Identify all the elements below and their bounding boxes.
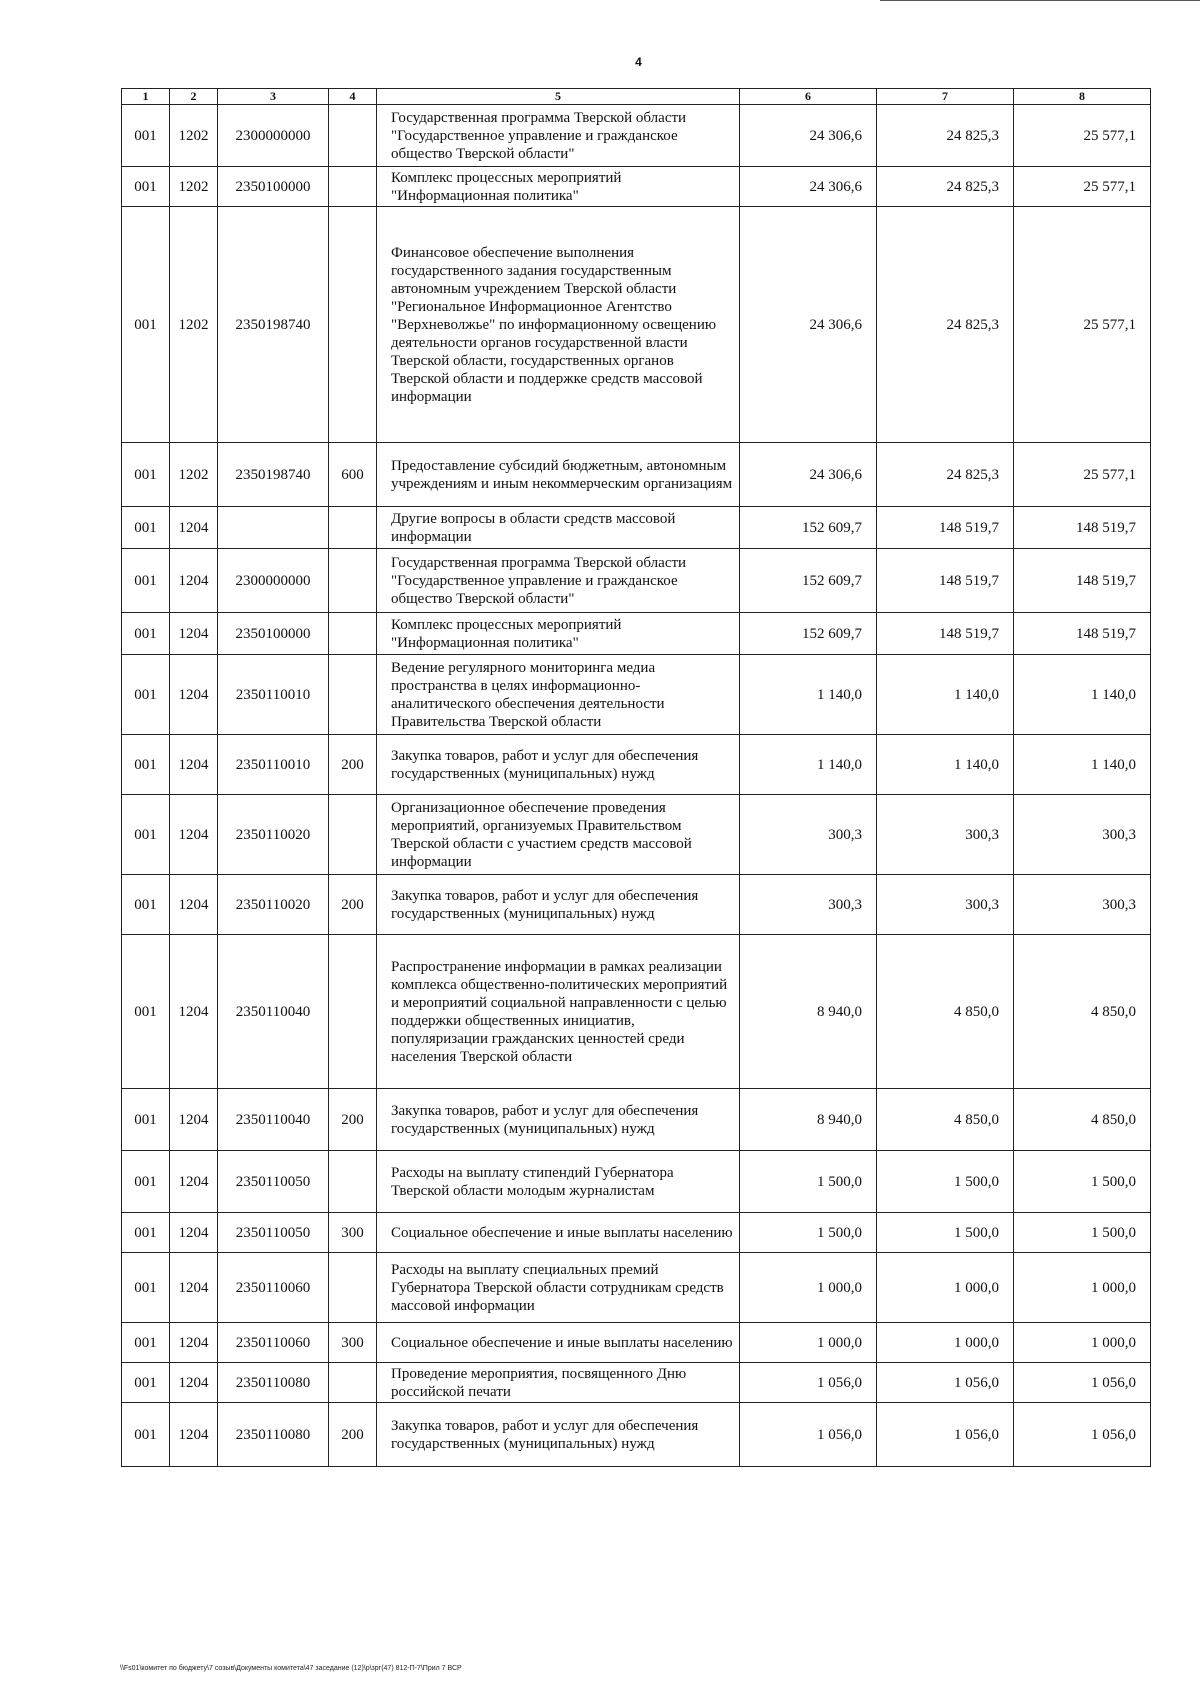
cell-amount-col7: 1 000,0 xyxy=(877,1253,1014,1323)
cell-amount-col6: 152 609,7 xyxy=(740,507,877,549)
cell-amount-col7: 4 850,0 xyxy=(877,935,1014,1089)
cell-amount-col6: 1 000,0 xyxy=(740,1253,877,1323)
cell-item-name: Закупка товаров, работ и услуг для обеспечения государственных (муниципальных) нужд xyxy=(377,1089,740,1151)
table-row xyxy=(122,875,1151,935)
cell-amount-col8: 148 519,7 xyxy=(1014,613,1151,655)
cell-amount-col8: 148 519,7 xyxy=(1014,549,1151,613)
cell-amount-col7: 24 825,3 xyxy=(877,105,1014,167)
cell-amount-col6: 24 306,6 xyxy=(740,207,877,443)
cell-ministry-code: 001 xyxy=(122,655,170,735)
header-cell: 4 xyxy=(329,89,377,105)
cell-amount-col7: 1 056,0 xyxy=(877,1403,1014,1467)
cell-expense-type xyxy=(329,207,377,443)
cell-target-article: 2350110050 xyxy=(218,1213,329,1253)
cell-amount-col6: 8 940,0 xyxy=(740,935,877,1089)
cell-target-article: 2350110060 xyxy=(218,1253,329,1323)
cell-section-code: 1202 xyxy=(170,167,218,207)
cell-expense-type xyxy=(329,935,377,1089)
cell-item-name: Распространение информации в рамках реализации комплекса общественно-политических мероприятий и мероприятий социальной направленности с целью поддержки общественных инициатив, популяризации гражданских ценностей среди населения Тверской области xyxy=(377,935,740,1089)
cell-expense-type: 200 xyxy=(329,875,377,935)
table-row xyxy=(122,1323,1151,1363)
cell-amount-col7: 1 140,0 xyxy=(877,735,1014,795)
cell-amount-col8: 300,3 xyxy=(1014,795,1151,875)
cell-amount-col8: 4 850,0 xyxy=(1014,1089,1151,1151)
cell-amount-col7: 1 000,0 xyxy=(877,1323,1014,1363)
cell-ministry-code: 001 xyxy=(122,735,170,795)
cell-amount-col6: 300,3 xyxy=(740,875,877,935)
cell-item-name: Предоставление субсидий бюджетным, автономным учреждениям и иным некоммерческим организациям xyxy=(377,443,740,507)
cell-ministry-code: 001 xyxy=(122,1363,170,1403)
cell-item-name: Государственная программа Тверской области "Государственное управление и гражданское общество Тверской области" xyxy=(377,105,740,167)
header-cell: 8 xyxy=(1014,89,1151,105)
cell-section-code: 1204 xyxy=(170,1213,218,1253)
cell-section-code: 1204 xyxy=(170,1151,218,1213)
budget-table xyxy=(121,88,1151,1467)
cell-amount-col6: 300,3 xyxy=(740,795,877,875)
cell-expense-type: 600 xyxy=(329,443,377,507)
cell-item-name: Социальное обеспечение и иные выплаты населению xyxy=(377,1323,740,1363)
page-number: 4 xyxy=(635,55,642,69)
cell-amount-col7: 148 519,7 xyxy=(877,613,1014,655)
header-cell: 1 xyxy=(122,89,170,105)
cell-target-article: 2350110040 xyxy=(218,1089,329,1151)
table-row xyxy=(122,655,1151,735)
cell-target-article: 2350110050 xyxy=(218,1151,329,1213)
cell-target-article: 2350110080 xyxy=(218,1363,329,1403)
cell-target-article: 2350198740 xyxy=(218,207,329,443)
cell-amount-col6: 1 500,0 xyxy=(740,1151,877,1213)
cell-ministry-code: 001 xyxy=(122,1213,170,1253)
cell-amount-col7: 24 825,3 xyxy=(877,207,1014,443)
cell-amount-col8: 25 577,1 xyxy=(1014,167,1151,207)
cell-item-name: Ведение регулярного мониторинга медиа пространства в целях информационно-аналитического обеспечения деятельности Правительства Тверской области xyxy=(377,655,740,735)
cell-target-article: 2350110010 xyxy=(218,735,329,795)
cell-item-name: Организационное обеспечение проведения мероприятий, организуемых Правительством Тверской области с участием средств массовой информации xyxy=(377,795,740,875)
table-row xyxy=(122,443,1151,507)
table-row xyxy=(122,1151,1151,1213)
cell-amount-col8: 148 519,7 xyxy=(1014,507,1151,549)
cell-section-code: 1204 xyxy=(170,935,218,1089)
cell-section-code: 1202 xyxy=(170,105,218,167)
cell-ministry-code: 001 xyxy=(122,875,170,935)
table-row xyxy=(122,935,1151,1089)
cell-target-article: 2300000000 xyxy=(218,105,329,167)
cell-amount-col8: 1 056,0 xyxy=(1014,1363,1151,1403)
cell-expense-type: 200 xyxy=(329,735,377,795)
table-row xyxy=(122,1213,1151,1253)
cell-amount-col7: 1 056,0 xyxy=(877,1363,1014,1403)
cell-amount-col8: 1 056,0 xyxy=(1014,1403,1151,1467)
cell-ministry-code: 001 xyxy=(122,795,170,875)
cell-amount-col6: 24 306,6 xyxy=(740,443,877,507)
cell-amount-col7: 4 850,0 xyxy=(877,1089,1014,1151)
cell-section-code: 1204 xyxy=(170,1089,218,1151)
cell-amount-col6: 1 056,0 xyxy=(740,1403,877,1467)
cell-amount-col8: 25 577,1 xyxy=(1014,105,1151,167)
cell-item-name: Расходы на выплату специальных премий Губернатора Тверской области сотрудникам средств массовой информации xyxy=(377,1253,740,1323)
cell-amount-col6: 1 056,0 xyxy=(740,1363,877,1403)
cell-expense-type: 200 xyxy=(329,1403,377,1467)
table-row xyxy=(122,735,1151,795)
cell-section-code: 1204 xyxy=(170,613,218,655)
cell-section-code: 1204 xyxy=(170,655,218,735)
cell-amount-col8: 1 500,0 xyxy=(1014,1213,1151,1253)
cell-amount-col7: 24 825,3 xyxy=(877,443,1014,507)
cell-amount-col8: 1 000,0 xyxy=(1014,1253,1151,1323)
cell-ministry-code: 001 xyxy=(122,507,170,549)
header-cell: 3 xyxy=(218,89,329,105)
header-cell: 6 xyxy=(740,89,877,105)
cell-item-name: Социальное обеспечение и иные выплаты населению xyxy=(377,1213,740,1253)
cell-amount-col8: 1 140,0 xyxy=(1014,655,1151,735)
cell-item-name: Финансовое обеспечение выполнения государственного задания государственным автономным учреждением Тверской области "Региональное Информационное Агентство "Верхневолжье" по информационному освещению деятельности органов государственной власти Тверской области, государственных органов Тверской области и поддержке средств массовой информации xyxy=(377,207,740,443)
cell-amount-col8: 1 140,0 xyxy=(1014,735,1151,795)
cell-ministry-code: 001 xyxy=(122,549,170,613)
cell-item-name: Расходы на выплату стипендий Губернатора Тверской области молодым журналистам xyxy=(377,1151,740,1213)
cell-amount-col8: 1 000,0 xyxy=(1014,1323,1151,1363)
cell-amount-col8: 25 577,1 xyxy=(1014,443,1151,507)
cell-ministry-code: 001 xyxy=(122,443,170,507)
cell-target-article: 2350110010 xyxy=(218,655,329,735)
cell-section-code: 1202 xyxy=(170,443,218,507)
cell-amount-col8: 1 500,0 xyxy=(1014,1151,1151,1213)
table-row xyxy=(122,207,1151,443)
table-row xyxy=(122,1403,1151,1467)
cell-target-article: 2350110080 xyxy=(218,1403,329,1467)
cell-target-article: 2350110060 xyxy=(218,1323,329,1363)
cell-target-article: 2300000000 xyxy=(218,549,329,613)
cell-target-article xyxy=(218,507,329,549)
cell-target-article: 2350110020 xyxy=(218,875,329,935)
cell-amount-col8: 300,3 xyxy=(1014,875,1151,935)
cell-section-code: 1204 xyxy=(170,507,218,549)
cell-ministry-code: 001 xyxy=(122,1089,170,1151)
cell-amount-col6: 1 000,0 xyxy=(740,1323,877,1363)
header-cell: 2 xyxy=(170,89,218,105)
cell-section-code: 1204 xyxy=(170,1403,218,1467)
cell-expense-type: 300 xyxy=(329,1213,377,1253)
cell-target-article: 2350100000 xyxy=(218,167,329,207)
cell-section-code: 1204 xyxy=(170,795,218,875)
table-row xyxy=(122,613,1151,655)
cell-amount-col6: 8 940,0 xyxy=(740,1089,877,1151)
cell-amount-col7: 1 500,0 xyxy=(877,1151,1014,1213)
cell-amount-col7: 300,3 xyxy=(877,795,1014,875)
cell-ministry-code: 001 xyxy=(122,1151,170,1213)
cell-expense-type: 300 xyxy=(329,1323,377,1363)
cell-amount-col6: 1 140,0 xyxy=(740,655,877,735)
cell-section-code: 1204 xyxy=(170,735,218,795)
cell-item-name: Закупка товаров, работ и услуг для обеспечения государственных (муниципальных) нужд xyxy=(377,875,740,935)
table-row xyxy=(122,549,1151,613)
cell-ministry-code: 001 xyxy=(122,167,170,207)
cell-target-article: 2350100000 xyxy=(218,613,329,655)
cell-section-code: 1202 xyxy=(170,207,218,443)
cell-expense-type xyxy=(329,795,377,875)
cell-expense-type xyxy=(329,105,377,167)
cell-expense-type: 200 xyxy=(329,1089,377,1151)
cell-amount-col7: 148 519,7 xyxy=(877,507,1014,549)
table-row xyxy=(122,1253,1151,1323)
cell-expense-type xyxy=(329,549,377,613)
cell-section-code: 1204 xyxy=(170,1253,218,1323)
cell-target-article: 2350110020 xyxy=(218,795,329,875)
table-row xyxy=(122,507,1151,549)
top-edge-rule xyxy=(880,0,1200,1)
cell-amount-col7: 300,3 xyxy=(877,875,1014,935)
cell-ministry-code: 001 xyxy=(122,1253,170,1323)
cell-item-name: Комплекс процессных мероприятий "Информационная политика" xyxy=(377,167,740,207)
cell-ministry-code: 001 xyxy=(122,1403,170,1467)
cell-amount-col7: 24 825,3 xyxy=(877,167,1014,207)
cell-section-code: 1204 xyxy=(170,875,218,935)
cell-expense-type xyxy=(329,1151,377,1213)
cell-amount-col6: 24 306,6 xyxy=(740,167,877,207)
header-row xyxy=(122,89,1151,105)
cell-ministry-code: 001 xyxy=(122,935,170,1089)
cell-target-article: 2350110040 xyxy=(218,935,329,1089)
cell-expense-type xyxy=(329,655,377,735)
cell-amount-col6: 1 500,0 xyxy=(740,1213,877,1253)
cell-amount-col8: 4 850,0 xyxy=(1014,935,1151,1089)
cell-amount-col7: 1 500,0 xyxy=(877,1213,1014,1253)
cell-expense-type xyxy=(329,1363,377,1403)
cell-ministry-code: 001 xyxy=(122,105,170,167)
footer-file-path: \\Fs01\комитет по бюджету\7 созыв\Документы комитета\47 заседание (12)\р\зрг(47) 812-П-7\Прил 7 ВСР xyxy=(120,1665,462,1672)
cell-amount-col8: 25 577,1 xyxy=(1014,207,1151,443)
cell-item-name: Государственная программа Тверской области "Государственное управление и гражданское общество Тверской области" xyxy=(377,549,740,613)
cell-ministry-code: 001 xyxy=(122,613,170,655)
table-row xyxy=(122,1089,1151,1151)
cell-ministry-code: 001 xyxy=(122,1323,170,1363)
cell-item-name: Проведение мероприятия, посвященного Дню российской печати xyxy=(377,1363,740,1403)
cell-item-name: Закупка товаров, работ и услуг для обеспечения государственных (муниципальных) нужд xyxy=(377,735,740,795)
cell-amount-col6: 152 609,7 xyxy=(740,613,877,655)
cell-target-article: 2350198740 xyxy=(218,443,329,507)
cell-section-code: 1204 xyxy=(170,1363,218,1403)
cell-section-code: 1204 xyxy=(170,1323,218,1363)
cell-expense-type xyxy=(329,507,377,549)
table-row xyxy=(122,1363,1151,1403)
table-row xyxy=(122,795,1151,875)
cell-item-name: Комплекс процессных мероприятий "Информационная политика" xyxy=(377,613,740,655)
cell-expense-type xyxy=(329,613,377,655)
cell-expense-type xyxy=(329,1253,377,1323)
cell-amount-col6: 152 609,7 xyxy=(740,549,877,613)
cell-item-name: Другие вопросы в области средств массовой информации xyxy=(377,507,740,549)
table-row xyxy=(122,167,1151,207)
cell-section-code: 1204 xyxy=(170,549,218,613)
cell-amount-col7: 148 519,7 xyxy=(877,549,1014,613)
cell-amount-col6: 24 306,6 xyxy=(740,105,877,167)
table-row xyxy=(122,105,1151,167)
header-cell: 5 xyxy=(377,89,740,105)
cell-expense-type xyxy=(329,167,377,207)
cell-amount-col6: 1 140,0 xyxy=(740,735,877,795)
cell-item-name: Закупка товаров, работ и услуг для обеспечения государственных (муниципальных) нужд xyxy=(377,1403,740,1467)
header-cell: 7 xyxy=(877,89,1014,105)
cell-ministry-code: 001 xyxy=(122,207,170,443)
cell-amount-col7: 1 140,0 xyxy=(877,655,1014,735)
